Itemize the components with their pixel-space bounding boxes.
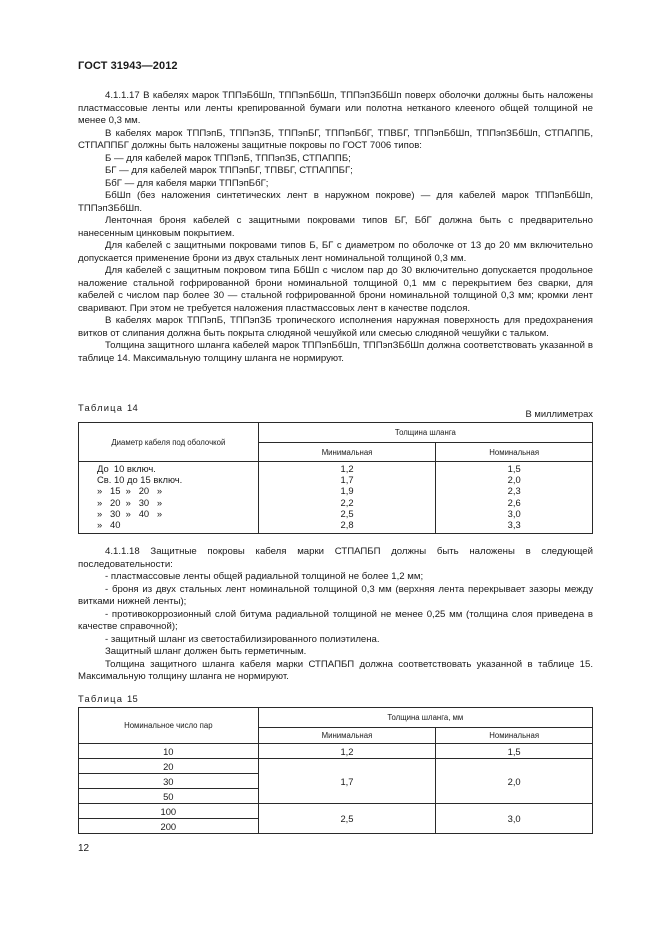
table-cell: 10 [79, 744, 259, 759]
table-cell: » 30 » 40 » [97, 507, 163, 519]
table-caption-word: Таблица [78, 402, 124, 413]
table-cell: 1,9 [340, 485, 354, 497]
table-cell: Св. 10 до 15 включ. [97, 474, 183, 486]
table-caption-number: 15 [126, 693, 139, 704]
table-cell: До 10 включ. [97, 463, 156, 474]
paragraph: БбГ — для кабеля марки ТППэпБбГ; [105, 177, 269, 189]
table-cell: 2,3 [507, 485, 521, 497]
section-4-1-1-18 [78, 546, 593, 684]
list-item: - броня из двух стальных лент номинальной толщиной 0,3 мм (верхняя лента перекрывает зазоры между витками нижней ленты); [78, 583, 593, 607]
paragraph: Для кабелей с защитными покровами типов Б, БГ с диаметром по оболочке от 13 до 20 мм включительно допускается применение брони из двух стальных лент номинальной толщиной 0,3 мм. [78, 240, 593, 264]
table-cell: 3,0 [436, 804, 593, 834]
paragraph: Толщина защитного шланга кабелей марок ТППэпБбШп, ТППэпЗБбШп должна соответствовать указанной в таблице 14. Максимальную толщину шланга не нормируют. [78, 340, 593, 364]
table-14 [78, 422, 593, 534]
table-caption-word: Таблица [78, 693, 124, 704]
table-14-caption [78, 402, 138, 413]
page-number: 12 [78, 843, 90, 854]
table-column-nom [436, 462, 593, 534]
table-cell: 1,2 [340, 463, 354, 474]
table-cell: 1,7 [340, 474, 354, 486]
table-header-pairs: Номинальное число пар [79, 708, 259, 744]
table-cell: 50 [79, 789, 259, 804]
table-row [79, 804, 593, 819]
list-item: - противокоррозионный слой битума радиальной толщиной не менее 0,25 мм (толщина слоя приведена в качестве справочной); [78, 608, 593, 632]
table-cell: 1,7 [258, 759, 436, 804]
table-cell: 2,6 [507, 496, 521, 508]
table-cell: » 15 » 20 » [97, 485, 163, 497]
table-header-diameter: Диаметр кабеля под оболочкой [79, 423, 259, 462]
table-column-diameter [79, 462, 259, 534]
paragraph: 4.1.1.17 В кабелях марок ТППэБбШп, ТППэпБбШп, ТППэпЗБбШп поверх оболочки должны быть наложены пластмассовые ленты или ленты крепированной бумаги или полотна нетканого клееного общей толщиной не менее 0,3 мм. [78, 90, 593, 126]
table-cell: 3,3 [507, 519, 521, 531]
table-cell: » 40 [97, 519, 121, 531]
list-item: - защитный шланг из светостабилизированного полиэтилена. [105, 633, 380, 645]
table-cell: 3,0 [507, 507, 521, 519]
paragraph: В кабелях марок ТППэпБ, ТППэпЗБ тропического исполнения наружная поверхность для предохранения витков от слипания должна быть покрыта слюдяной чешуйкой или смесью слюдяной чешуйки с тальком. [78, 315, 593, 339]
table-cell: 2,0 [507, 474, 521, 486]
paragraph: Б — для кабелей марок ТППэпБ, ТППэпЗБ, СТПАППБ; [105, 152, 351, 164]
table-header-nom: Номинальная [436, 728, 593, 744]
table-14-units: В миллиметрах [525, 408, 593, 419]
table-header-min: Минимальная [258, 728, 436, 744]
table-cell: 1,2 [258, 744, 436, 759]
paragraph: В кабелях марок ТППэпБ, ТППэпЗБ, ТППэпБГ, ТППэпБбГ, ТПВБГ, ТППэпБбШп, ТППэпЗБбШп, СТПАППБ, СТПАППБГ должны быть наложены защитные покровы по ГОСТ 7006 типов: [78, 127, 593, 151]
list-item: - пластмассовые ленты общей радиальной толщиной не более 1,2 мм; [105, 571, 424, 582]
table-header-min: Минимальная [258, 443, 436, 462]
table-15 [78, 707, 593, 834]
paragraph: Ленточная броня кабелей с защитными покровами типов БГ, БбГ должна быть с предварительно нанесенным цинковым покрытием. [78, 215, 593, 239]
paragraph: БбШп (без наложения синтетических лент в наружном покрове) — для кабелей марок ТППэпБбШп, ТППэпЗБбШп. [78, 190, 593, 214]
table-caption-number: 14 [126, 402, 139, 413]
table-cell: 1,5 [436, 744, 593, 759]
paragraph: Для кабелей с защитным покровом типа БбШп с числом пар до 30 включительно допускается продольное наложение стальной гофрированной брони номинальной толщиной 0,1 мм с перекрытием без сварки, для кабелей с числом пар более 30 — стальной гофрированной брони номинальной толщиной 0,3 мм; кромки лент сваривают. При этом не требуется наложения пластмассовых лент в качестве подслоя. [78, 265, 593, 314]
table-cell: 2,5 [258, 804, 436, 834]
table-cell: 100 [79, 804, 259, 819]
table-row [79, 759, 593, 774]
table-column-min [258, 462, 436, 534]
table-cell: 1,5 [507, 463, 521, 474]
paragraph: Защитный шланг должен быть герметичным. [105, 646, 307, 657]
table-cell: 20 [79, 759, 259, 774]
table-cell: 30 [79, 774, 259, 789]
table-cell: 200 [79, 819, 259, 834]
table-cell: » 20 » 30 » [97, 496, 163, 508]
table-cell: 2,0 [436, 759, 593, 804]
paragraph: БГ — для кабелей марок ТППэпБГ, ТПВБГ, СТПАППБГ; [105, 165, 353, 176]
document-header: ГОСТ 31943—2012 [78, 60, 178, 72]
table-header-thickness: Толщина шланга [258, 423, 592, 443]
table-cell: 2,5 [340, 507, 354, 519]
table-row [79, 744, 593, 759]
table-cell: 2,2 [340, 496, 354, 508]
table-header-nom: Номинальная [436, 443, 593, 462]
table-cell: 2,8 [340, 519, 354, 531]
paragraph: Толщина защитного шланга кабеля марки СТПАПБП должна соответствовать указанной в таблице 15. Максимальную толщину шланга не нормируют. [78, 658, 593, 682]
section-4-1-1-17 [78, 90, 593, 365]
table-15-caption [78, 693, 138, 704]
table-header-thickness: Толщина шланга, мм [258, 708, 592, 728]
paragraph: 4.1.1.18 Защитные покровы кабеля марки СТПАПБП должны быть наложены в следующей последовательности: [78, 546, 593, 570]
